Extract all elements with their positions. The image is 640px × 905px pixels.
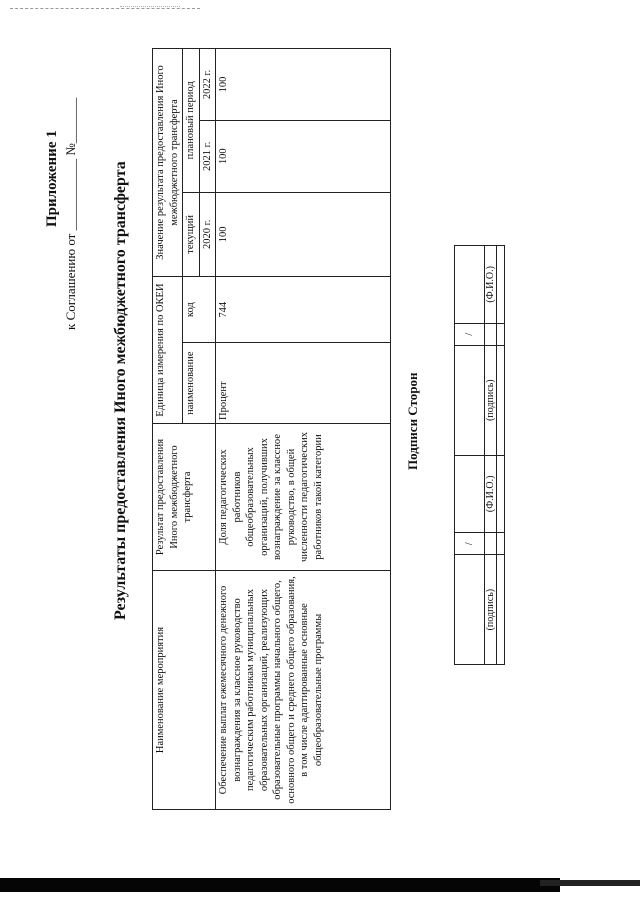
results-table — [152, 48, 391, 810]
scan-edge-bar — [0, 878, 560, 892]
name-caption: (Ф.И.О.) — [485, 246, 497, 324]
cell-unit-code: 744 — [216, 277, 391, 343]
header-year-2020: 2020 г. — [199, 192, 216, 276]
document-title: Результаты предоставления Иного межбюджетного трансферта — [112, 161, 129, 620]
signature-caption: (подпись) — [485, 555, 497, 665]
cell-event-name: Обеспечение выплат ежемесячного денежного вознаграждения за классное руководство педагогическим работникам муниципальных образовательных организаций, реализующих образовательные программы начального общего, основного общего и среднего общего образования, в том числе адаптированные основные общеобразовательные программы — [216, 571, 391, 810]
header-current: текущий — [183, 192, 200, 276]
name-line — [455, 246, 485, 324]
signature-line — [455, 345, 485, 455]
header-values: Значение результата предоставления Иного межбюджетного трансферта — [153, 49, 183, 277]
empty-cell — [497, 323, 505, 345]
header-year-2022: 2022 г. — [199, 49, 216, 121]
appendix-title: Приложение 1 — [44, 130, 60, 227]
signature-table — [454, 245, 505, 665]
header-unit-code: код — [183, 277, 216, 343]
signature-line — [455, 555, 485, 665]
signature-separator: / — [455, 323, 485, 345]
signature-separator: / — [455, 533, 485, 555]
agreement-reference: к Соглашению от ___________ №_______ — [63, 97, 78, 330]
header-result: Результат предоставления Иного межбюджетного трансферта — [153, 424, 216, 571]
empty-cell — [497, 533, 505, 555]
cell-result: Доля педагогических работников общеобразовательных организаций, получивших вознаграждение за классное руководство, в общей численности педагогических работников такой категории — [216, 424, 391, 571]
name-caption: (Ф.И.О.) — [485, 455, 497, 533]
signatures-title: Подписи Сторон — [405, 372, 420, 470]
spacer-cell — [485, 533, 497, 555]
spacer-cell — [485, 323, 497, 345]
scan-edge-bar — [540, 880, 640, 886]
cell-unit-name: Процент — [216, 343, 391, 424]
header-year-2021: 2021 г. — [199, 120, 216, 192]
empty-cell — [497, 345, 505, 455]
name-line — [455, 455, 485, 533]
cell-value-2022: 100 — [216, 49, 391, 121]
empty-cell — [497, 455, 505, 533]
cell-value-2020: 100 — [216, 192, 391, 276]
header-event-name: Наименование мероприятия — [153, 571, 216, 810]
empty-cell — [497, 246, 505, 324]
empty-cell — [497, 555, 505, 665]
header-unit: Единица измерения по ОКЕИ — [153, 277, 183, 424]
header-planned: плановый период — [183, 49, 200, 193]
signature-caption: (подпись) — [485, 345, 497, 455]
table-row — [216, 49, 391, 810]
header-unit-name: наименование — [183, 343, 216, 424]
cell-value-2021: 100 — [216, 120, 391, 192]
